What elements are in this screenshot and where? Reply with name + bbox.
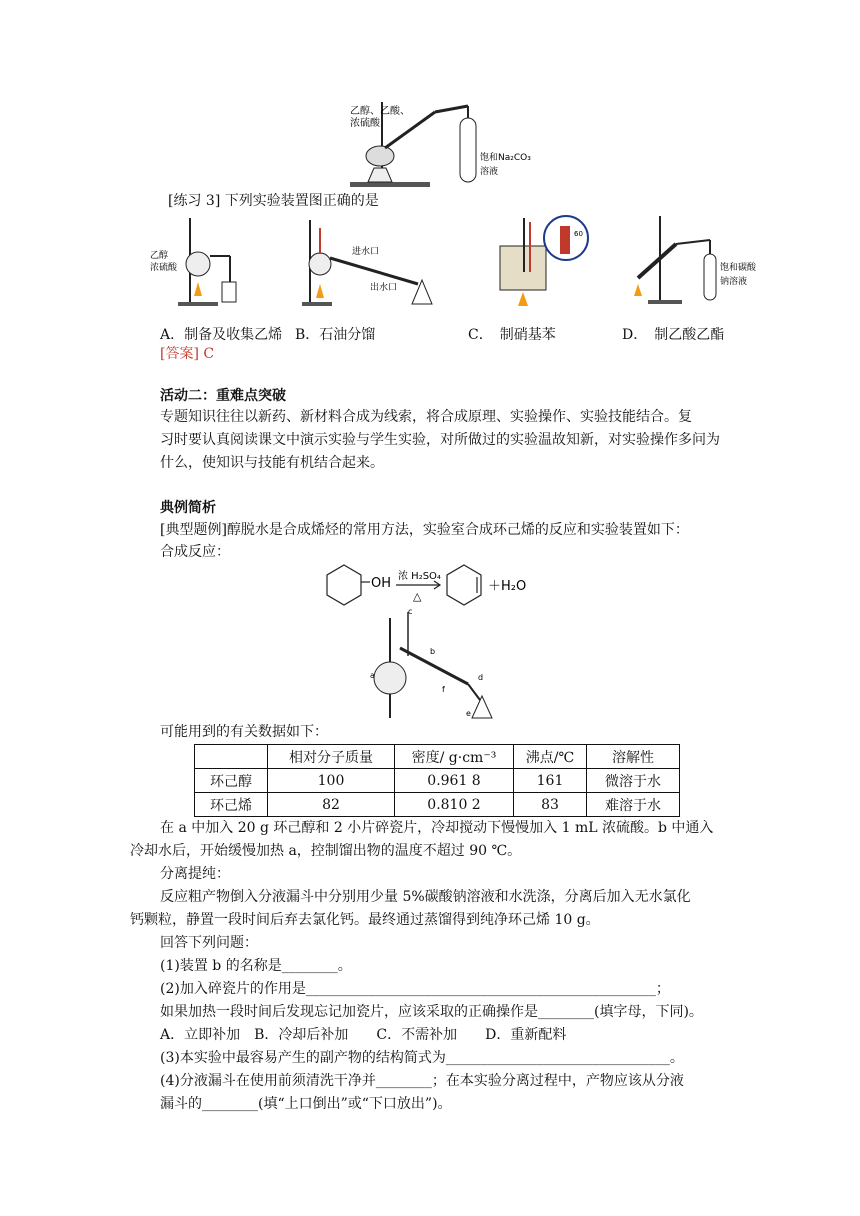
procedure-line: 冷却水后，开始缓慢加热 a，控制馏出物的温度不超过 90 ℃。	[130, 843, 522, 859]
question-2: (2)加入碎瓷片的作用是__________________________________________________；	[160, 981, 670, 997]
table-cell: 161	[514, 769, 587, 793]
questions-heading: 回答下列问题：	[160, 935, 258, 951]
separation-heading: 分离提纯：	[160, 866, 230, 882]
question-4b: 漏斗的________(填“上口倒出”或“下口放出”)。	[160, 1096, 452, 1112]
hydroxyl-label: OH	[371, 576, 392, 591]
table-header-row	[195, 745, 680, 769]
apparatus-label-a: a	[370, 671, 375, 680]
apparatus-label-b: b	[430, 647, 436, 656]
table-cell: 0.961 8	[395, 769, 514, 793]
reaction-condition: 浓 H₂SO₄	[398, 571, 441, 582]
figure-b-fractionation-apparatus	[300, 218, 440, 308]
question-2b: 如果加热一段时间后发现忘记加瓷片，应该采取的正确操作是________(填字母，下同)。	[160, 1004, 703, 1020]
exercise3-question: [练习 3] 下列实验装置图正确的是	[168, 193, 379, 209]
reaction-scheme	[322, 560, 542, 610]
distillation-apparatus	[368, 608, 498, 720]
option-c: C． 制硝基苯	[468, 327, 556, 343]
table-header-cell: 密度/ g·cm⁻³	[395, 745, 514, 769]
section-heading: 典例简析	[160, 500, 216, 516]
table-cell: 难溶于水	[587, 793, 680, 817]
table-cell: 83	[514, 793, 587, 817]
table-cell: 0.810 2	[395, 793, 514, 817]
table-row	[195, 793, 680, 817]
flask-label: 乙醇	[150, 251, 169, 261]
table-cell: 环己醇	[195, 769, 268, 793]
water-product: ＋H₂O	[488, 579, 527, 594]
table-cell: 82	[268, 793, 395, 817]
tube-label: 饱和Na₂CO₃	[480, 153, 531, 163]
option-a: A．制备及收集乙烯	[160, 327, 283, 343]
section-heading: 活动二：重难点突破	[160, 388, 286, 404]
separation-line: 反应粗产物倒入分液漏斗中分别用少量 5%碳酸钠溶液和水洗涤，分离后加入无水氯化	[160, 889, 691, 905]
table-header-cell: 沸点/℃	[514, 745, 587, 769]
question-3: (3)本实验中最容易产生的副产物的结构简式为________________________________。	[160, 1050, 684, 1066]
apparatus-label-f: f	[442, 685, 445, 694]
reagent-label: 浓硫酸	[350, 118, 380, 129]
paragraph-line: 专题知识往往以新药、新材料合成为线索，将合成原理、实验操作、实验技能结合。复	[160, 409, 692, 425]
question-1: (1)装置 b 的名称是________。	[160, 958, 352, 974]
ethyl-acetate-apparatus-figure	[330, 98, 560, 190]
table-cell: 100	[268, 769, 395, 793]
figure-d-ethyl-acetate-apparatus	[624, 214, 774, 306]
water-inlet-label: 进水口	[352, 247, 380, 257]
table-row	[195, 769, 680, 793]
tube-label: 饱和碳酸	[720, 263, 757, 273]
thermometer-scale: 60	[574, 230, 583, 238]
figure-c-nitrobenzene-apparatus	[494, 212, 594, 308]
paragraph-line: 什么，使知识与技能有机结合起来。	[160, 455, 384, 471]
properties-table	[194, 744, 680, 817]
separation-line: 钙颗粒，静置一段时间后弃去氯化钙。最终通过蒸馏得到纯净环己烯 10 g。	[130, 912, 600, 928]
heat-symbol: △	[413, 590, 422, 603]
flask-label: 浓硫酸	[150, 263, 178, 273]
reagent-label: 乙醇、乙酸、	[350, 106, 410, 117]
question-2-options: A．立即补加 B．冷却后补加 C．不需补加 D．重新配料	[160, 1027, 567, 1043]
example-intro: [典型题例]醇脱水是合成烯烃的常用方法，实验室合成环己烯的反应和实验装置如下：	[160, 522, 689, 538]
table-header-cell	[195, 745, 268, 769]
water-outlet-label: 出水口	[370, 283, 398, 293]
tube-label: 溶液	[480, 167, 499, 177]
table-header-cell: 相对分子质量	[268, 745, 395, 769]
option-b: B．石油分馏	[295, 327, 376, 343]
procedure-line: 在 a 中加入 20 g 环己醇和 2 小片碎瓷片，冷却搅动下慢慢加入 1 mL 浓硫酸。b 中通入	[160, 820, 714, 836]
table-header-cell: 溶解性	[587, 745, 680, 769]
paragraph-line: 习时要认真阅读课文中演示实验与学生实验，对所做过的实验温故知新，对实验操作多问为	[160, 432, 720, 448]
figure-a-ethylene-apparatus	[150, 216, 240, 308]
apparatus-label-e: e	[466, 709, 471, 718]
apparatus-label-d: d	[478, 673, 484, 682]
answer: [答案] C	[160, 346, 215, 362]
apparatus-label-c: c	[408, 608, 413, 616]
tube-label: 钠溶液	[720, 277, 748, 287]
table-cell: 微溶于水	[587, 769, 680, 793]
question-4a: (4)分液漏斗在使用前须清洗干净并________；在本实验分离过程中，产物应该从分液	[160, 1073, 684, 1089]
table-cell: 环己烯	[195, 793, 268, 817]
reaction-label: 合成反应：	[160, 544, 230, 560]
data-intro: 可能用到的有关数据如下：	[160, 724, 328, 740]
option-d: D． 制乙酸乙酯	[622, 327, 725, 343]
